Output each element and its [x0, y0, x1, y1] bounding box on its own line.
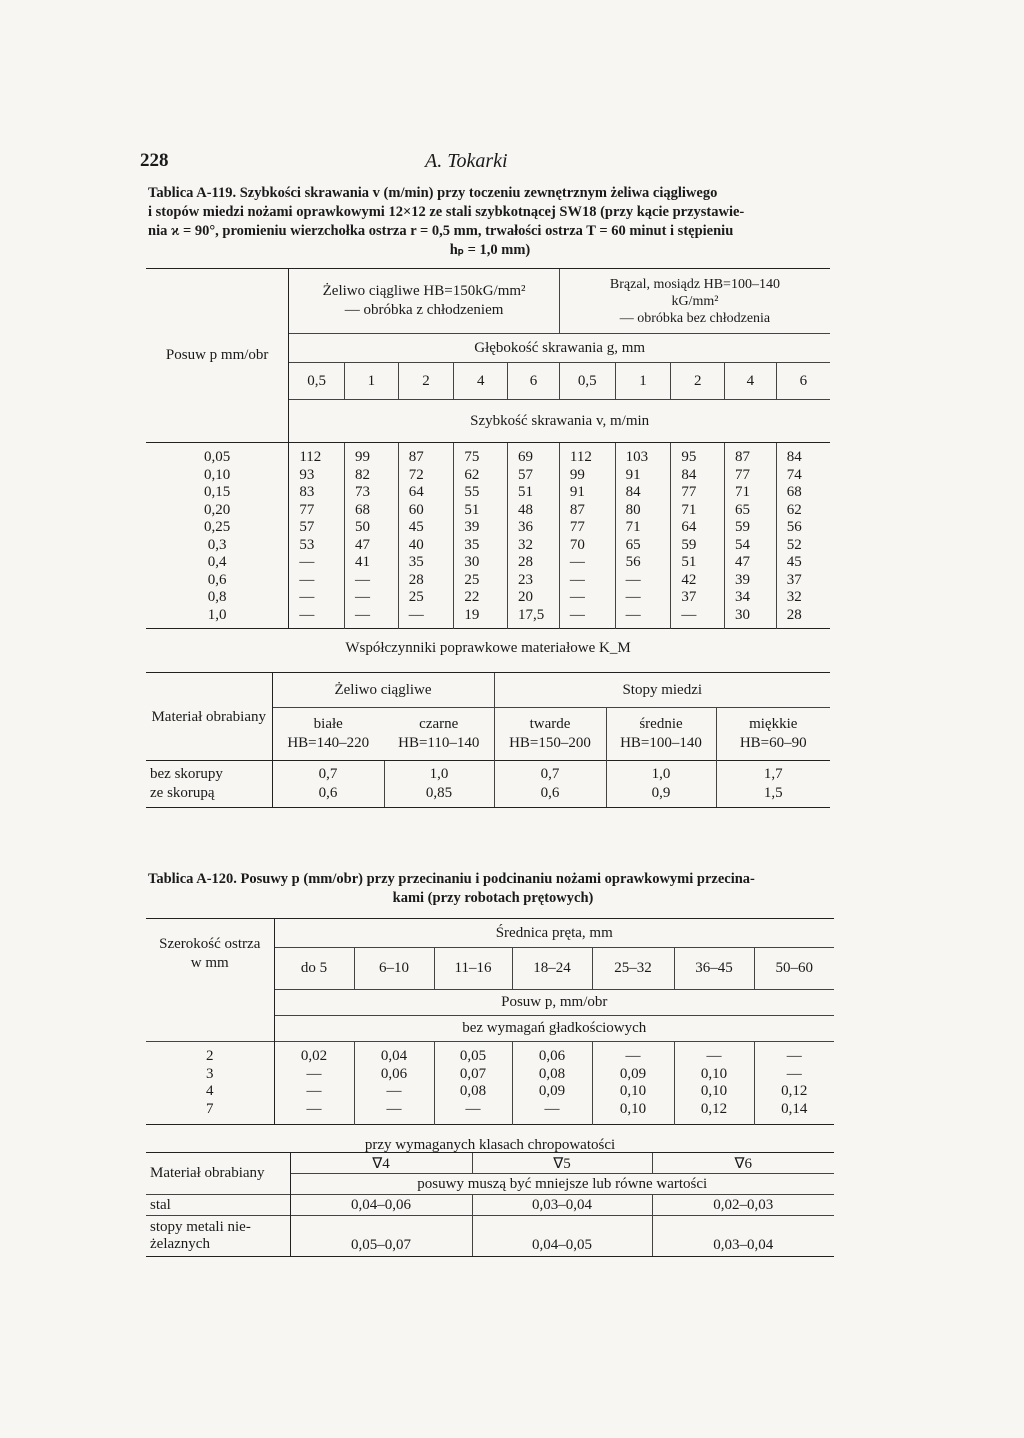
speed-value: 87 [569, 501, 585, 518]
speed-value: 91 [569, 484, 585, 500]
material-hb: HB=100–140 [620, 735, 702, 751]
speed-value: — [299, 589, 315, 605]
km-cell [716, 761, 830, 808]
feed-value: 0,10 [619, 1083, 647, 1099]
class-cell: ∇6 [652, 1153, 834, 1174]
width-label-line: w mm [190, 955, 229, 971]
depth-cell: 4 [725, 363, 777, 400]
speed-value: — [355, 606, 371, 623]
speed-value: 51 [464, 501, 480, 518]
speed-value: 87 [408, 449, 424, 465]
feed-value: 0,15 [204, 484, 231, 500]
group-label-line: Żeliwo ciągliwe HB=150kG/mm² [322, 283, 526, 299]
speed-value: 48 [518, 501, 534, 518]
speed-value: 59 [681, 536, 697, 553]
feed-value: 0,10 [700, 1083, 728, 1099]
speed-value: — [408, 606, 424, 623]
speed-column [615, 443, 671, 629]
km-value: 1,7 [763, 766, 783, 782]
table-119-km [146, 672, 830, 808]
material-name: białe [313, 716, 343, 732]
km-value: 0,6 [540, 785, 560, 801]
speed-value: 30 [464, 554, 480, 570]
material-header: Materiał obrabiany [146, 673, 272, 761]
width-value: 2 [206, 1048, 214, 1064]
speed-value: — [355, 589, 371, 605]
speed-value: 45 [408, 519, 424, 535]
speed-value: 64 [681, 519, 697, 535]
material-name: miękkie [749, 716, 798, 732]
speed-value: — [681, 606, 697, 623]
material-hb: HB=110–140 [398, 735, 480, 751]
speed-value: 84 [681, 466, 697, 483]
feed-value: 0,10 [619, 1100, 647, 1117]
posuw-header: Posuw p mm/obr [146, 269, 289, 443]
speed-value: 32 [786, 589, 802, 605]
speed-column [559, 443, 615, 629]
speed-value: 74 [786, 466, 802, 483]
speed-value: — [625, 571, 641, 588]
caption-line: i stopów miedzi nożami oprawkowymi 12×12 ze stali szybkotnącej SW18 (przy kącie przystawie- [148, 204, 745, 220]
speed-value: 50 [355, 519, 371, 535]
speed-value: 72 [408, 466, 424, 483]
speed-value: 25 [464, 571, 480, 588]
row-label: bez skorupy [150, 766, 223, 782]
feed-value: 0,08 [459, 1083, 487, 1099]
material-name: stopy metali nie- [150, 1219, 251, 1235]
feed-column [592, 1042, 674, 1125]
speed-value: — [299, 554, 315, 570]
material-value: 0,03–0,04 [472, 1195, 652, 1216]
material-value: 0,04–0,06 [290, 1195, 472, 1216]
feed-value: — [544, 1100, 560, 1117]
feed-value: — [306, 1083, 322, 1099]
group-label-line: — obróbka z chłodzeniem [344, 302, 504, 318]
diameter-cell: do 5 [274, 948, 354, 989]
caption-line: Tablica A-120. Posuwy p (mm/obr) przy przecinaniu i podcinaniu nożami oprawkowymi przecina- [148, 871, 755, 887]
feed-column [274, 1042, 354, 1125]
speed-value: 68 [786, 484, 802, 500]
speed-value: 59 [735, 519, 751, 535]
speed-column [725, 443, 777, 629]
feed-value: 0,07 [459, 1065, 487, 1082]
depth-cell: 2 [671, 363, 725, 400]
feed-value: 0,05 [204, 449, 231, 465]
table-119-caption [148, 184, 832, 260]
speed-value: — [355, 571, 371, 588]
feed-value: — [786, 1048, 802, 1064]
km-value: 1,0 [429, 766, 449, 782]
material-value: 0,03–0,04 [652, 1216, 834, 1257]
speed-value: 69 [518, 449, 534, 465]
table-120-caption [148, 870, 838, 908]
speed-value: 83 [299, 484, 315, 500]
speed-value: 19 [464, 606, 480, 623]
feed-column [146, 443, 289, 629]
speed-value: 17,5 [518, 606, 545, 623]
depth-cell: 1 [345, 363, 399, 400]
depth-cell: 6 [508, 363, 560, 400]
speed-value: 57 [518, 466, 534, 483]
feed-value: 0,09 [538, 1083, 566, 1099]
group-label-line: kG/mm² [671, 293, 719, 309]
depth-cell: 4 [454, 363, 508, 400]
class-cell: ∇5 [472, 1153, 652, 1174]
speed-value: 28 [786, 606, 802, 623]
speed-value: 84 [625, 484, 641, 500]
speed-value: 28 [408, 571, 424, 588]
speed-value: 77 [299, 501, 315, 518]
speed-value: 93 [299, 466, 315, 483]
speed-value: 47 [735, 554, 751, 570]
width-value: 7 [206, 1100, 214, 1117]
speed-value: — [625, 606, 641, 623]
material-header: Materiał obrabiany [146, 1153, 290, 1195]
speed-value: — [569, 571, 585, 588]
speed-value: 23 [518, 571, 534, 588]
speed-value: 95 [681, 449, 697, 465]
page-number: 228 [140, 150, 169, 171]
speed-value: — [299, 606, 315, 623]
depth-cell: 0,5 [289, 363, 345, 400]
feed-column [434, 1042, 512, 1125]
diameter-cell: 50–60 [754, 948, 834, 989]
no-req-header: bez wymagań gładkościowych [274, 1015, 834, 1042]
feed-value: 0,14 [781, 1100, 808, 1117]
feed-value: 0,12 [700, 1100, 728, 1117]
feed-value: 1,0 [207, 606, 227, 623]
speed-column [671, 443, 725, 629]
diameter-header: Średnica pręta, mm [274, 919, 834, 948]
group-braz-header [559, 269, 830, 334]
speed-value: 32 [518, 536, 534, 553]
speed-value: 39 [735, 571, 751, 588]
table-120-classes [146, 1152, 834, 1257]
width-column [146, 1042, 274, 1125]
material-name-cell [146, 1195, 290, 1216]
diameter-cell: 6–10 [354, 948, 434, 989]
speed-value: 56 [625, 554, 641, 570]
speed-value: 37 [681, 589, 697, 605]
speed-value: 84 [786, 449, 802, 465]
speed-header: Szybkość skrawania v, m/min [289, 400, 830, 443]
depth-cell: 0,5 [559, 363, 615, 400]
material-name: żelaznych [150, 1236, 210, 1252]
material-cell [384, 708, 494, 761]
material-cell [494, 708, 606, 761]
speed-value: 51 [518, 484, 534, 500]
feed-value: 0,08 [538, 1065, 566, 1082]
speed-value: 73 [355, 484, 371, 500]
feed-value: 0,8 [207, 589, 227, 605]
group-zeliwo-header [289, 269, 560, 334]
km-value: 0,6 [318, 785, 338, 801]
width-value: 3 [206, 1065, 214, 1082]
speed-value: 56 [786, 519, 802, 535]
width-data-row [146, 1042, 834, 1125]
material-row [146, 1216, 834, 1257]
feed-value: 0,6 [207, 571, 227, 588]
material-value: 0,04–0,05 [472, 1216, 652, 1257]
material-name: czarne [419, 716, 459, 732]
material-name: stal [150, 1196, 171, 1213]
feed-value: 0,02 [300, 1048, 328, 1064]
km-value: 0,85 [425, 785, 453, 801]
material-hb: HB=60–90 [739, 735, 807, 751]
depth-cell: 6 [776, 363, 830, 400]
km-cell [494, 761, 606, 808]
km-header: Współczynniki poprawkowe materiałowe K_M [146, 629, 830, 668]
speed-value: 103 [625, 449, 649, 465]
speed-value: 51 [681, 554, 697, 570]
speed-value: 65 [625, 536, 641, 553]
speed-value: 65 [735, 501, 751, 518]
km-value: 0,7 [318, 766, 338, 782]
speed-column [345, 443, 399, 629]
speed-value: 20 [518, 589, 534, 605]
material-name-cell [146, 1216, 290, 1257]
speed-value: 99 [355, 449, 371, 465]
material-value: 0,02–0,03 [652, 1195, 834, 1216]
feed-value: 0,10 [204, 466, 231, 483]
speed-value: 64 [408, 484, 424, 500]
group-label-line: Brązal, mosiądz HB=100–140 [609, 276, 780, 292]
speed-value: 112 [299, 449, 322, 465]
feed-value: 0,06 [538, 1048, 566, 1064]
speed-value: 62 [464, 466, 480, 483]
speed-value: 99 [569, 466, 585, 483]
feed-value: 0,25 [204, 519, 231, 535]
feed-value: 0,09 [619, 1065, 647, 1082]
caption-line: kami (przy robotach prętowych) [392, 890, 594, 906]
speed-value: 55 [464, 484, 480, 500]
depth-header: Głębokość skrawania g, mm [289, 334, 830, 363]
width-label-line: Szerokość ostrza [159, 936, 261, 952]
feed-value: — [386, 1083, 402, 1099]
speed-value: 71 [681, 501, 697, 518]
req-header: przy wymaganych klasach chropowatości [146, 1125, 834, 1166]
row-label-cell [146, 761, 272, 808]
speed-value: 54 [735, 536, 751, 553]
km-value: 0,9 [651, 785, 671, 801]
feed-value: 0,04 [380, 1048, 408, 1064]
speed-value: 71 [625, 519, 641, 535]
diameter-cell: 36–45 [674, 948, 754, 989]
speed-value: 80 [625, 501, 641, 518]
speed-value: 112 [569, 449, 592, 465]
speed-value: 41 [355, 554, 371, 570]
table-120 [146, 918, 834, 1165]
speed-value: 62 [786, 501, 802, 518]
material-value: 0,05–0,07 [290, 1216, 472, 1257]
feed-value: 0,20 [204, 501, 231, 518]
feed-value: 0,10 [700, 1065, 728, 1082]
material-cell [606, 708, 716, 761]
km-cell [384, 761, 494, 808]
material-hb: HB=140–220 [287, 735, 370, 751]
speed-value: 70 [569, 536, 585, 553]
material-name: twarde [529, 716, 571, 732]
speed-value: 52 [786, 536, 802, 553]
running-title: A. Tokarki [425, 150, 508, 172]
material-hb: HB=150–200 [509, 735, 591, 751]
material-row [146, 1195, 834, 1216]
diameter-cell: 11–16 [434, 948, 512, 989]
feed-value: 0,12 [781, 1083, 808, 1099]
speed-value: — [569, 554, 585, 570]
stopy-header: Stopy miedzi [494, 673, 830, 708]
speed-value: 91 [625, 466, 641, 483]
group-label-line: — obróbka bez chłodzenia [619, 310, 771, 326]
must-header: posuwy muszą być mniejsze lub równe wartości [290, 1174, 834, 1195]
feed-value: — [465, 1100, 481, 1117]
width-header [146, 919, 274, 990]
speed-value: 77 [681, 484, 697, 500]
speed-value: — [625, 589, 641, 605]
posuw-header: Posuw p, mm/obr [274, 989, 834, 1015]
km-value: 1,5 [763, 785, 783, 801]
speed-value: 35 [464, 536, 480, 553]
speed-value: 35 [408, 554, 424, 570]
depth-cell: 2 [398, 363, 454, 400]
zeliwo-header: Żeliwo ciągliwe [272, 673, 494, 708]
speed-column [289, 443, 345, 629]
speed-value: 82 [355, 466, 371, 483]
speed-value: 30 [735, 606, 751, 623]
feed-value: — [386, 1100, 402, 1117]
km-value: 1,0 [651, 766, 671, 782]
speed-column [776, 443, 830, 629]
speed-column [398, 443, 454, 629]
caption-line: Tablica A-119. Szybkości skrawania v (m/min) przy toczeniu zewnętrznym żeliwa ciągliwego [148, 185, 718, 201]
km-cell [606, 761, 716, 808]
feed-value: — [306, 1100, 322, 1117]
km-value: 0,7 [540, 766, 560, 782]
blank-cell [146, 989, 274, 1015]
feed-column [512, 1042, 592, 1125]
speed-value: — [569, 589, 585, 605]
speed-value: 53 [299, 536, 315, 553]
feed-value: 0,3 [207, 536, 227, 553]
material-name: średnie [639, 716, 683, 732]
speed-value: 87 [735, 449, 751, 465]
feed-value: 0,4 [207, 554, 227, 570]
km-cell [272, 761, 384, 808]
speed-value: 71 [735, 484, 751, 500]
caption-line: hₚ = 1,0 mm) [449, 242, 531, 258]
speed-value: 45 [786, 554, 802, 570]
speed-value: — [299, 571, 315, 588]
feed-value: — [625, 1048, 641, 1064]
speed-value: 42 [681, 571, 697, 588]
diameter-cell: 18–24 [512, 948, 592, 989]
speed-value: 37 [786, 571, 802, 588]
speed-value: 34 [735, 589, 751, 605]
speed-value: 22 [464, 589, 480, 605]
row-label: ze skorupą [150, 785, 215, 801]
table-119 [146, 268, 830, 667]
feed-column [674, 1042, 754, 1125]
feed-column [354, 1042, 434, 1125]
speed-value: 77 [569, 519, 585, 535]
speed-value: 39 [464, 519, 480, 535]
speed-value: 47 [355, 536, 371, 553]
speed-value: 60 [408, 501, 424, 518]
feed-value: — [786, 1065, 802, 1082]
speed-value: 77 [735, 466, 751, 483]
width-value: 4 [206, 1083, 214, 1099]
speed-value: 75 [464, 449, 480, 465]
speed-value: 25 [408, 589, 424, 605]
speed-value: 28 [518, 554, 534, 570]
feed-value: 0,06 [380, 1065, 408, 1082]
speed-column [508, 443, 560, 629]
speed-column [454, 443, 508, 629]
blank-cell [146, 1015, 274, 1042]
speed-value: — [569, 606, 585, 623]
material-cell [272, 708, 384, 761]
speed-value: 57 [299, 519, 315, 535]
speed-value: 40 [408, 536, 424, 553]
speed-value: 36 [518, 519, 534, 535]
material-cell [716, 708, 830, 761]
class-cell: ∇4 [290, 1153, 472, 1174]
feed-value: 0,05 [459, 1048, 487, 1064]
speed-value: 68 [355, 501, 371, 518]
feed-value: — [306, 1065, 322, 1082]
caption-line: nia ϰ = 90°, promieniu wierzchołka ostrza r = 0,5 mm, trwałości ostrza T = 60 minut i stępieniu [148, 223, 734, 239]
depth-cell: 1 [615, 363, 671, 400]
diameter-cell: 25–32 [592, 948, 674, 989]
feed-value: — [706, 1048, 722, 1064]
feed-column [754, 1042, 834, 1125]
